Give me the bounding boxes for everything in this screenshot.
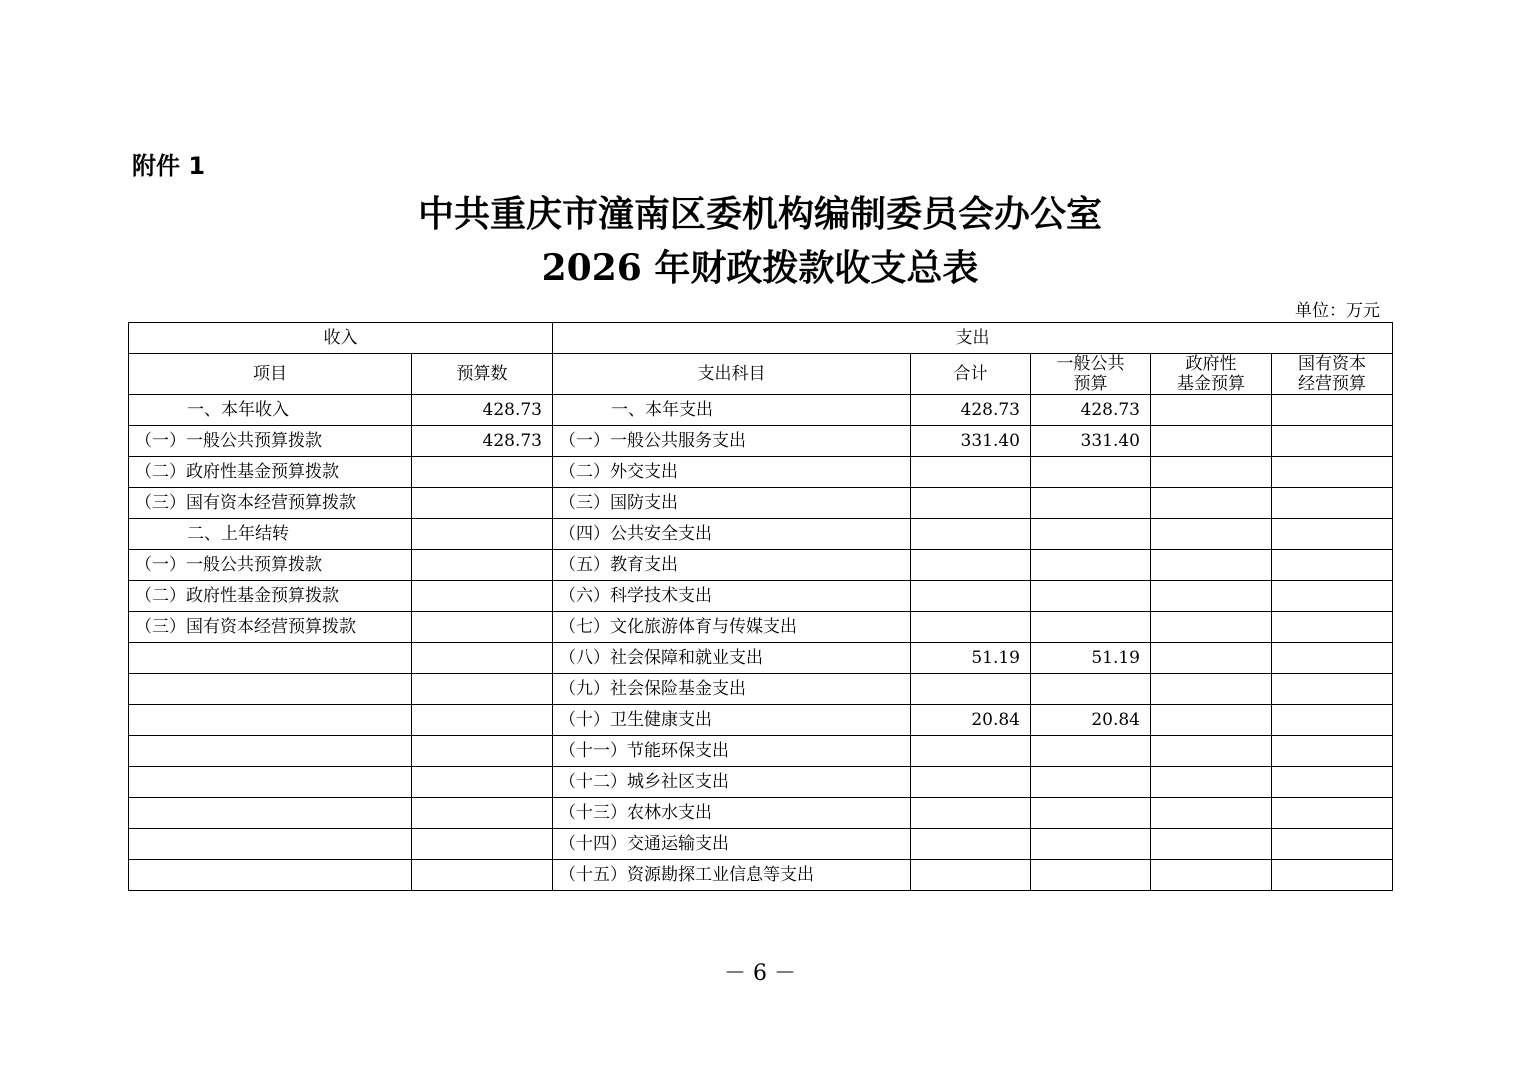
row-total xyxy=(911,550,1031,581)
row-budget xyxy=(412,643,553,674)
row-subject: 一、本年支出 xyxy=(553,395,911,426)
header-expense: 支出 xyxy=(553,323,1393,354)
row-general-budget xyxy=(1031,550,1151,581)
header-row-top xyxy=(129,323,1393,354)
row-subject: （十）卫生健康支出 xyxy=(553,705,911,736)
row-total xyxy=(911,798,1031,829)
row-item xyxy=(129,829,412,860)
budget-table xyxy=(128,322,1393,891)
table-row xyxy=(129,457,1393,488)
row-budget xyxy=(412,581,553,612)
row-subject: （八）社会保障和就业支出 xyxy=(553,643,911,674)
row-budget xyxy=(412,550,553,581)
row-budget: 428.73 xyxy=(412,395,553,426)
row-item xyxy=(129,643,412,674)
header-state-capital-line1: 国有资本 xyxy=(1298,354,1367,374)
row-budget xyxy=(412,860,553,891)
row-budget xyxy=(412,519,553,550)
header-row-columns xyxy=(129,354,1393,395)
row-state-capital xyxy=(1272,767,1393,798)
header-gov-fund-line1: 政府性 xyxy=(1185,354,1237,374)
row-general-budget: 331.40 xyxy=(1031,426,1151,457)
row-total xyxy=(911,860,1031,891)
table-row xyxy=(129,581,1393,612)
table-row xyxy=(129,612,1393,643)
row-subject: （十四）交通运输支出 xyxy=(553,829,911,860)
row-total xyxy=(911,457,1031,488)
table-row xyxy=(129,860,1393,891)
row-gov-fund xyxy=(1151,705,1272,736)
row-gov-fund xyxy=(1151,488,1272,519)
table-row xyxy=(129,426,1393,457)
row-general-budget xyxy=(1031,860,1151,891)
row-budget xyxy=(412,674,553,705)
row-gov-fund xyxy=(1151,643,1272,674)
row-budget xyxy=(412,488,553,519)
row-state-capital xyxy=(1272,488,1393,519)
row-state-capital xyxy=(1272,674,1393,705)
header-gov-fund xyxy=(1151,354,1272,395)
row-budget: 428.73 xyxy=(412,426,553,457)
row-gov-fund xyxy=(1151,395,1272,426)
row-gov-fund xyxy=(1151,798,1272,829)
row-general-budget xyxy=(1031,488,1151,519)
row-item: （三）国有资本经营预算拨款 xyxy=(129,612,412,643)
header-gov-fund-line2: 基金预算 xyxy=(1177,374,1245,394)
row-total xyxy=(911,767,1031,798)
row-budget xyxy=(412,798,553,829)
table-row xyxy=(129,519,1393,550)
row-total: 20.84 xyxy=(911,705,1031,736)
row-general-budget: 51.19 xyxy=(1031,643,1151,674)
row-total xyxy=(911,612,1031,643)
table-row xyxy=(129,798,1393,829)
page-number: － 6 － xyxy=(724,961,796,986)
row-gov-fund xyxy=(1151,860,1272,891)
row-general-budget xyxy=(1031,519,1151,550)
row-item xyxy=(129,860,412,891)
row-total xyxy=(911,736,1031,767)
row-item: （一）一般公共预算拨款 xyxy=(129,426,412,457)
header-total: 合计 xyxy=(911,354,1031,395)
header-item: 项目 xyxy=(129,354,412,395)
row-state-capital xyxy=(1272,860,1393,891)
row-total xyxy=(911,519,1031,550)
row-subject: （十三）农林水支出 xyxy=(553,798,911,829)
row-state-capital xyxy=(1272,643,1393,674)
row-gov-fund xyxy=(1151,674,1272,705)
row-item: 一、本年收入 xyxy=(129,395,412,426)
table-row xyxy=(129,550,1393,581)
header-exp-subject: 支出科目 xyxy=(553,354,911,395)
row-item: （二）政府性基金预算拨款 xyxy=(129,457,412,488)
page-subtitle: 2026 年财政拨款收支总表 xyxy=(541,247,979,289)
row-budget xyxy=(412,457,553,488)
row-subject: （二）外交支出 xyxy=(553,457,911,488)
row-gov-fund xyxy=(1151,519,1272,550)
row-state-capital xyxy=(1272,829,1393,860)
table-row xyxy=(129,829,1393,860)
row-total: 331.40 xyxy=(911,426,1031,457)
table-row xyxy=(129,488,1393,519)
row-gov-fund xyxy=(1151,767,1272,798)
table-row xyxy=(129,736,1393,767)
table-row xyxy=(129,674,1393,705)
row-budget xyxy=(412,736,553,767)
row-state-capital xyxy=(1272,519,1393,550)
header-general-line2: 预算 xyxy=(1073,374,1108,394)
header-state-capital xyxy=(1272,354,1393,395)
row-general-budget: 428.73 xyxy=(1031,395,1151,426)
row-subject: （一）一般公共服务支出 xyxy=(553,426,911,457)
table-row xyxy=(129,705,1393,736)
row-total: 428.73 xyxy=(911,395,1031,426)
row-item xyxy=(129,798,412,829)
row-subject: （六）科学技术支出 xyxy=(553,581,911,612)
row-state-capital xyxy=(1272,395,1393,426)
row-subject: （七）文化旅游体育与传媒支出 xyxy=(553,612,911,643)
row-general-budget xyxy=(1031,457,1151,488)
row-total xyxy=(911,829,1031,860)
row-item xyxy=(129,767,412,798)
row-budget xyxy=(412,705,553,736)
row-general-budget xyxy=(1031,767,1151,798)
header-state-capital-line2: 经营预算 xyxy=(1298,374,1367,394)
row-general-budget xyxy=(1031,736,1151,767)
row-item: （二）政府性基金预算拨款 xyxy=(129,581,412,612)
row-budget xyxy=(412,612,553,643)
row-state-capital xyxy=(1272,612,1393,643)
row-total xyxy=(911,488,1031,519)
row-state-capital xyxy=(1272,798,1393,829)
row-item xyxy=(129,705,412,736)
row-general-budget xyxy=(1031,829,1151,860)
header-general-budget xyxy=(1031,354,1151,395)
header-budget: 预算数 xyxy=(412,354,553,395)
row-subject: （五）教育支出 xyxy=(553,550,911,581)
row-gov-fund xyxy=(1151,612,1272,643)
row-gov-fund xyxy=(1151,829,1272,860)
row-general-budget: 20.84 xyxy=(1031,705,1151,736)
header-income: 收入 xyxy=(129,323,553,354)
row-budget xyxy=(412,767,553,798)
row-gov-fund xyxy=(1151,736,1272,767)
row-subject: （九）社会保险基金支出 xyxy=(553,674,911,705)
row-general-budget xyxy=(1031,612,1151,643)
row-gov-fund xyxy=(1151,457,1272,488)
table-row xyxy=(129,767,1393,798)
row-total xyxy=(911,581,1031,612)
row-general-budget xyxy=(1031,798,1151,829)
table-row xyxy=(129,395,1393,426)
row-total: 51.19 xyxy=(911,643,1031,674)
row-state-capital xyxy=(1272,705,1393,736)
row-item xyxy=(129,736,412,767)
row-subject: （十二）城乡社区支出 xyxy=(553,767,911,798)
row-state-capital xyxy=(1272,426,1393,457)
row-item: （一）一般公共预算拨款 xyxy=(129,550,412,581)
row-item: （三）国有资本经营预算拨款 xyxy=(129,488,412,519)
row-state-capital xyxy=(1272,581,1393,612)
row-total xyxy=(911,674,1031,705)
row-gov-fund xyxy=(1151,550,1272,581)
row-subject: （十一）节能环保支出 xyxy=(553,736,911,767)
row-budget xyxy=(412,829,553,860)
page-title: 中共重庆市潼南区委机构编制委员会办公室 xyxy=(417,193,1102,235)
row-subject: （四）公共安全支出 xyxy=(553,519,911,550)
attachment-label: 附件 1 xyxy=(132,152,206,180)
row-general-budget xyxy=(1031,581,1151,612)
row-subject: （十五）资源勘探工业信息等支出 xyxy=(553,860,911,891)
row-gov-fund xyxy=(1151,426,1272,457)
header-general-line1: 一般公共 xyxy=(1056,354,1125,374)
row-item xyxy=(129,674,412,705)
row-state-capital xyxy=(1272,736,1393,767)
unit-label: 单位：万元 xyxy=(1295,301,1380,321)
row-gov-fund xyxy=(1151,581,1272,612)
table-row xyxy=(129,643,1393,674)
row-state-capital xyxy=(1272,457,1393,488)
row-item: 二、上年结转 xyxy=(129,519,412,550)
row-subject: （三）国防支出 xyxy=(553,488,911,519)
row-state-capital xyxy=(1272,550,1393,581)
row-general-budget xyxy=(1031,674,1151,705)
